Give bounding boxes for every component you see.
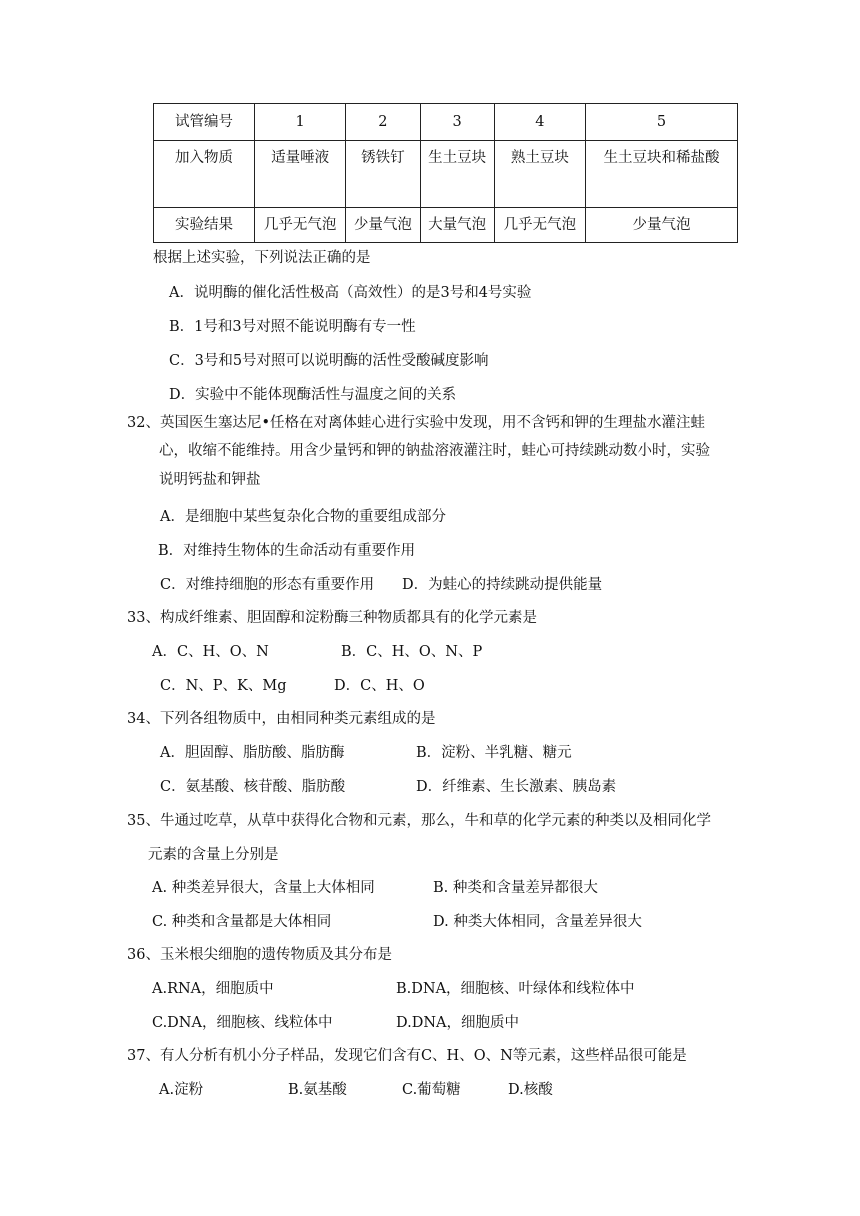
table-cell: 1: [255, 104, 346, 141]
q35-option-a: A. 种类差异很大，含量上大体相同: [152, 880, 375, 896]
q36-option-b: B.DNA，细胞核、叶绿体和线粒体中: [396, 981, 635, 997]
q35-option-b: B. 种类和含量差异都很大: [433, 880, 598, 896]
table-cell: 加入物质: [154, 141, 255, 208]
table-cell: 5: [586, 104, 738, 141]
q32-option-d: D．为蛙心的持续跳动提供能量: [402, 577, 603, 593]
q32-option-a: A．是细胞中某些复杂化合物的重要组成部分: [160, 509, 446, 525]
q33-stem: 33、构成纤维素、胆固醇和淀粉酶三种物质都具有的化学元素是: [127, 610, 537, 626]
q31-option-b: B．1号和3号对照不能说明酶有专一性: [169, 319, 416, 335]
table-cell: 大量气泡: [420, 208, 494, 243]
q37-option-c: C.葡萄糖: [402, 1082, 461, 1098]
q34-option-c: C．氨基酸、核苷酸、脂肪酸: [160, 779, 346, 795]
q37-option-b: B.氨基酸: [288, 1082, 347, 1098]
q33-option-b: B．C、H、O、N、P: [341, 644, 483, 660]
experiment-table: [153, 103, 738, 243]
q35-stem-line1: 35、牛通过吃草，从草中获得化合物和元素，那么，牛和草的化学元素的种类以及相同化学: [127, 813, 711, 829]
table-row: [154, 141, 738, 208]
q37-option-a: A.淀粉: [159, 1082, 204, 1098]
q36-stem: 36、玉米根尖细胞的遗传物质及其分布是: [127, 947, 392, 963]
q31-stem: 根据上述实验，下列说法正确的是: [153, 250, 371, 266]
q34-stem: 34、下列各组物质中，由相同种类元素组成的是: [127, 711, 436, 727]
q35-stem-line2: 元素的含量上分别是: [148, 847, 279, 863]
q32-stem-line3: 说明钙盐和钾盐: [159, 472, 261, 488]
q35-option-c: C. 种类和含量都是大体相同: [152, 914, 332, 930]
q37-option-d: D.核酸: [508, 1082, 553, 1098]
q31-option-d: D．实验中不能体现酶活性与温度之间的关系: [169, 387, 457, 403]
table-cell: 2: [346, 104, 420, 141]
q37-stem: 37、有人分析有机小分子样品，发现它们含有C、H、O、N等元素，这些样品很可能是: [127, 1048, 687, 1064]
q34-option-d: D．纤维素、生长激素、胰岛素: [416, 779, 617, 795]
table-cell: 少量气泡: [346, 208, 420, 243]
q32-option-c: C．对维持细胞的形态有重要作用: [160, 577, 375, 593]
q34-option-b: B．淀粉、半乳糖、糖元: [416, 745, 572, 761]
table-row: [154, 104, 738, 141]
table-cell: 适量唾液: [255, 141, 346, 208]
q33-option-d: D．C、H、O: [334, 678, 425, 694]
q36-option-d: D.DNA，细胞质中: [396, 1015, 520, 1031]
q35-option-d: D. 种类大体相同，含量差异很大: [433, 914, 642, 930]
q31-option-a: A．说明酶的催化活性极高（高效性）的是3号和4号实验: [169, 285, 532, 301]
q34-option-a: A．胆固醇、脂肪酸、脂肪酶: [160, 745, 345, 761]
table-cell: 4: [494, 104, 585, 141]
table-cell: 3: [420, 104, 494, 141]
table-cell: 熟土豆块: [494, 141, 585, 208]
q32-option-b: B．对维持生物体的生命活动有重要作用: [158, 543, 416, 559]
q32-stem-line1: 32、英国医生塞达尼•任格在对离体蛙心进行实验中发现，用不含钙和钾的生理盐水灌注蛙: [127, 415, 705, 431]
table-cell: 锈铁钉: [346, 141, 420, 208]
table-cell: 少量气泡: [586, 208, 738, 243]
table-cell: 生土豆块: [420, 141, 494, 208]
q33-option-c: C．N、P、K、Mg: [160, 678, 287, 694]
table-cell: 实验结果: [154, 208, 255, 243]
table-cell: 生土豆块和稀盐酸: [586, 141, 738, 208]
q31-option-c: C．3号和5号对照可以说明酶的活性受酸碱度影响: [169, 353, 489, 369]
q33-option-a: A．C、H、O、N: [152, 644, 269, 660]
q36-option-a: A.RNA，细胞质中: [152, 981, 274, 997]
q32-stem-line2: 心，收缩不能维持。用含少量钙和钾的钠盐溶液灌注时，蛙心可持续跳动数小时，实验: [159, 443, 710, 459]
q36-option-c: C.DNA，细胞核、线粒体中: [152, 1015, 333, 1031]
table-cell: 几乎无气泡: [494, 208, 585, 243]
table-cell: 试管编号: [154, 104, 255, 141]
table-row: [154, 208, 738, 243]
table-cell: 几乎无气泡: [255, 208, 346, 243]
